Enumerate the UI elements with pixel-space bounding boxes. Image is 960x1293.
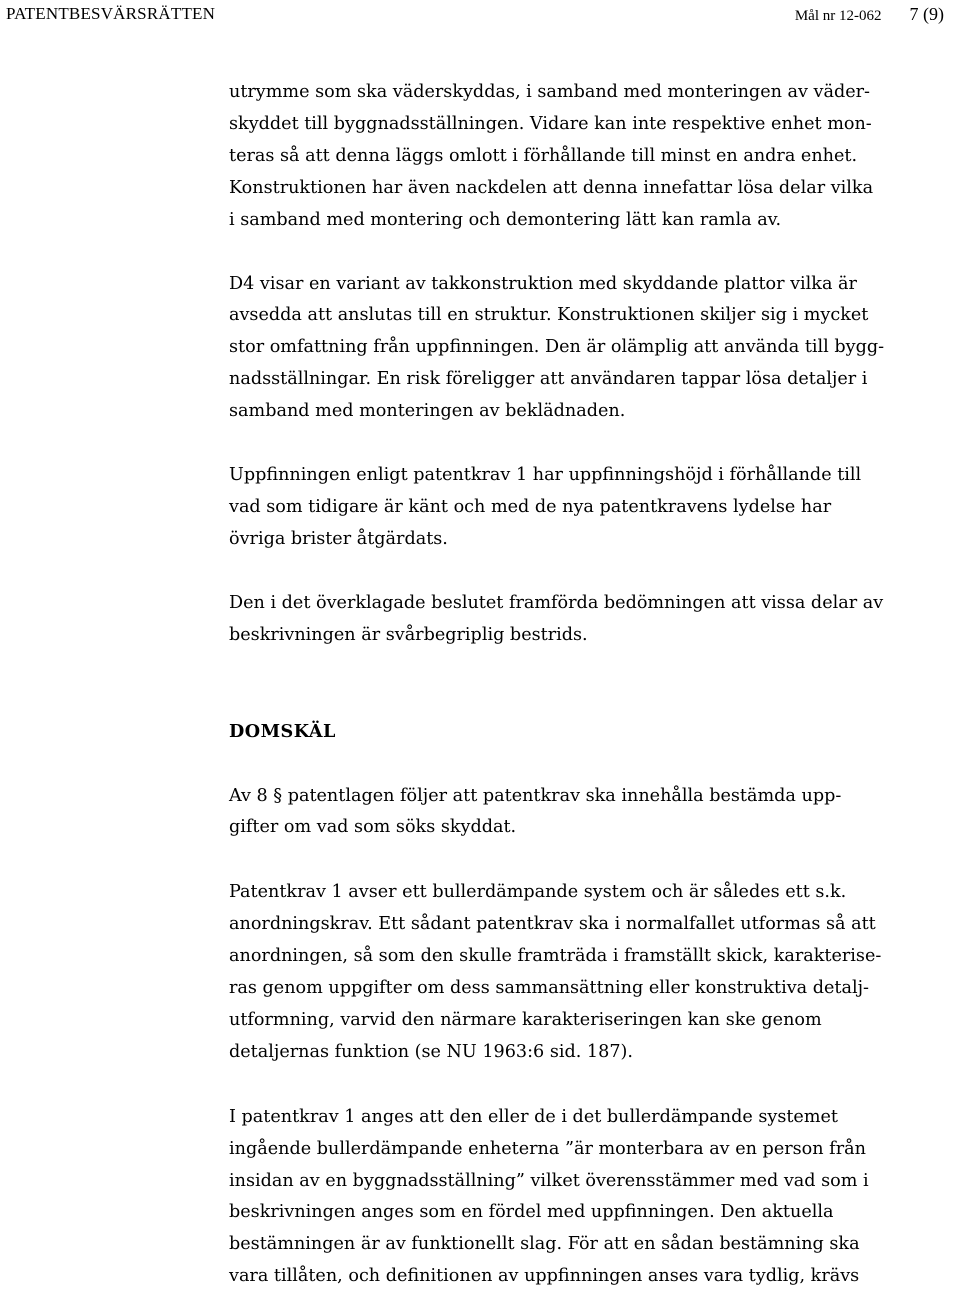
court-name: PATENTBESVÄRSRÄTTEN (6, 4, 216, 23)
paragraph-description-dispute: Den i det överklagade beslutet framförda bedömningen att vissa delar av beskrivningen är svårbegriplig bestrids. (229, 592, 884, 645)
paragraph-inventive-step: Uppfinningen enligt patentkrav 1 har uppfinningshöjd i förhållande till vad som tidigare är känt och med de nya patentkravens lydelse har övriga brister åtgärdats. (229, 465, 862, 549)
paragraph-patent-law: Av 8 § patentlagen följer att patentkrav ska innehålla bestämda upp- gifter om vad som söks skyddat. (229, 785, 842, 838)
paragraph-claim-1: Patentkrav 1 avser ett bullerdämpande system och är således ett s.k. anordningskrav. Ett sådant patentkrav ska i normalfallet utformas så att anordningen, så som den skulle framträda i framställt skick, karakterise- ras genom uppgifter om dess sammansättning eller konstruktiva detalj- utformning, varvid den närmare karakteriseringen kan ske genom detaljernas funktion (se NU 1963:6 sid. 187). (229, 882, 882, 1062)
header-right (795, 4, 944, 25)
paragraph-claim-1-functional: I patentkrav 1 anges att den eller de i det bullerdämpande systemet ingående bullerdämpande enheterna ”är monterbara av en person från insidan av en byggnadsställning” vilket överensstämmer med vad som i beskrivningen anges som en fördel med uppfinningen. Den aktuella bestämningen är av funktionellt slag. För att en sådan bestämning ska vara tillåten, och definitionen av uppfinningen anses vara tydlig, krävs (229, 1106, 869, 1287)
document-body (229, 77, 957, 1293)
section-heading-domskal: DOMSKÄL (229, 720, 336, 742)
case-number: Mål nr 12-062 (794, 8, 882, 24)
paragraph-d3-conclusion: utrymme som ska väderskyddas, i samband med monteringen av väder- skyddet till byggnadsställningen. Vidare kan inte respektive enhet mon- teras så att denna läggs omlott i förhållande till minst en andra enhet. Konstruktionen har även nackdelen att denna innefattar lösa delar vilka i samband med montering och demontering lätt kan ramla av. (229, 82, 874, 230)
paragraph-d4: D4 visar en variant av takkonstruktion med skyddande plattor vilka är avsedda att anslutas till en struktur. Konstruktionen skiljer sig i mycket stor omfattning från uppfinningen. Den är olämplig att använda till bygg- nadsställningar. En risk föreligger att användaren tappar lösa detaljer i samband med monteringen av beklädnaden. (229, 273, 885, 422)
page-header (6, 4, 944, 26)
page-number: 7 (9) (909, 4, 944, 24)
